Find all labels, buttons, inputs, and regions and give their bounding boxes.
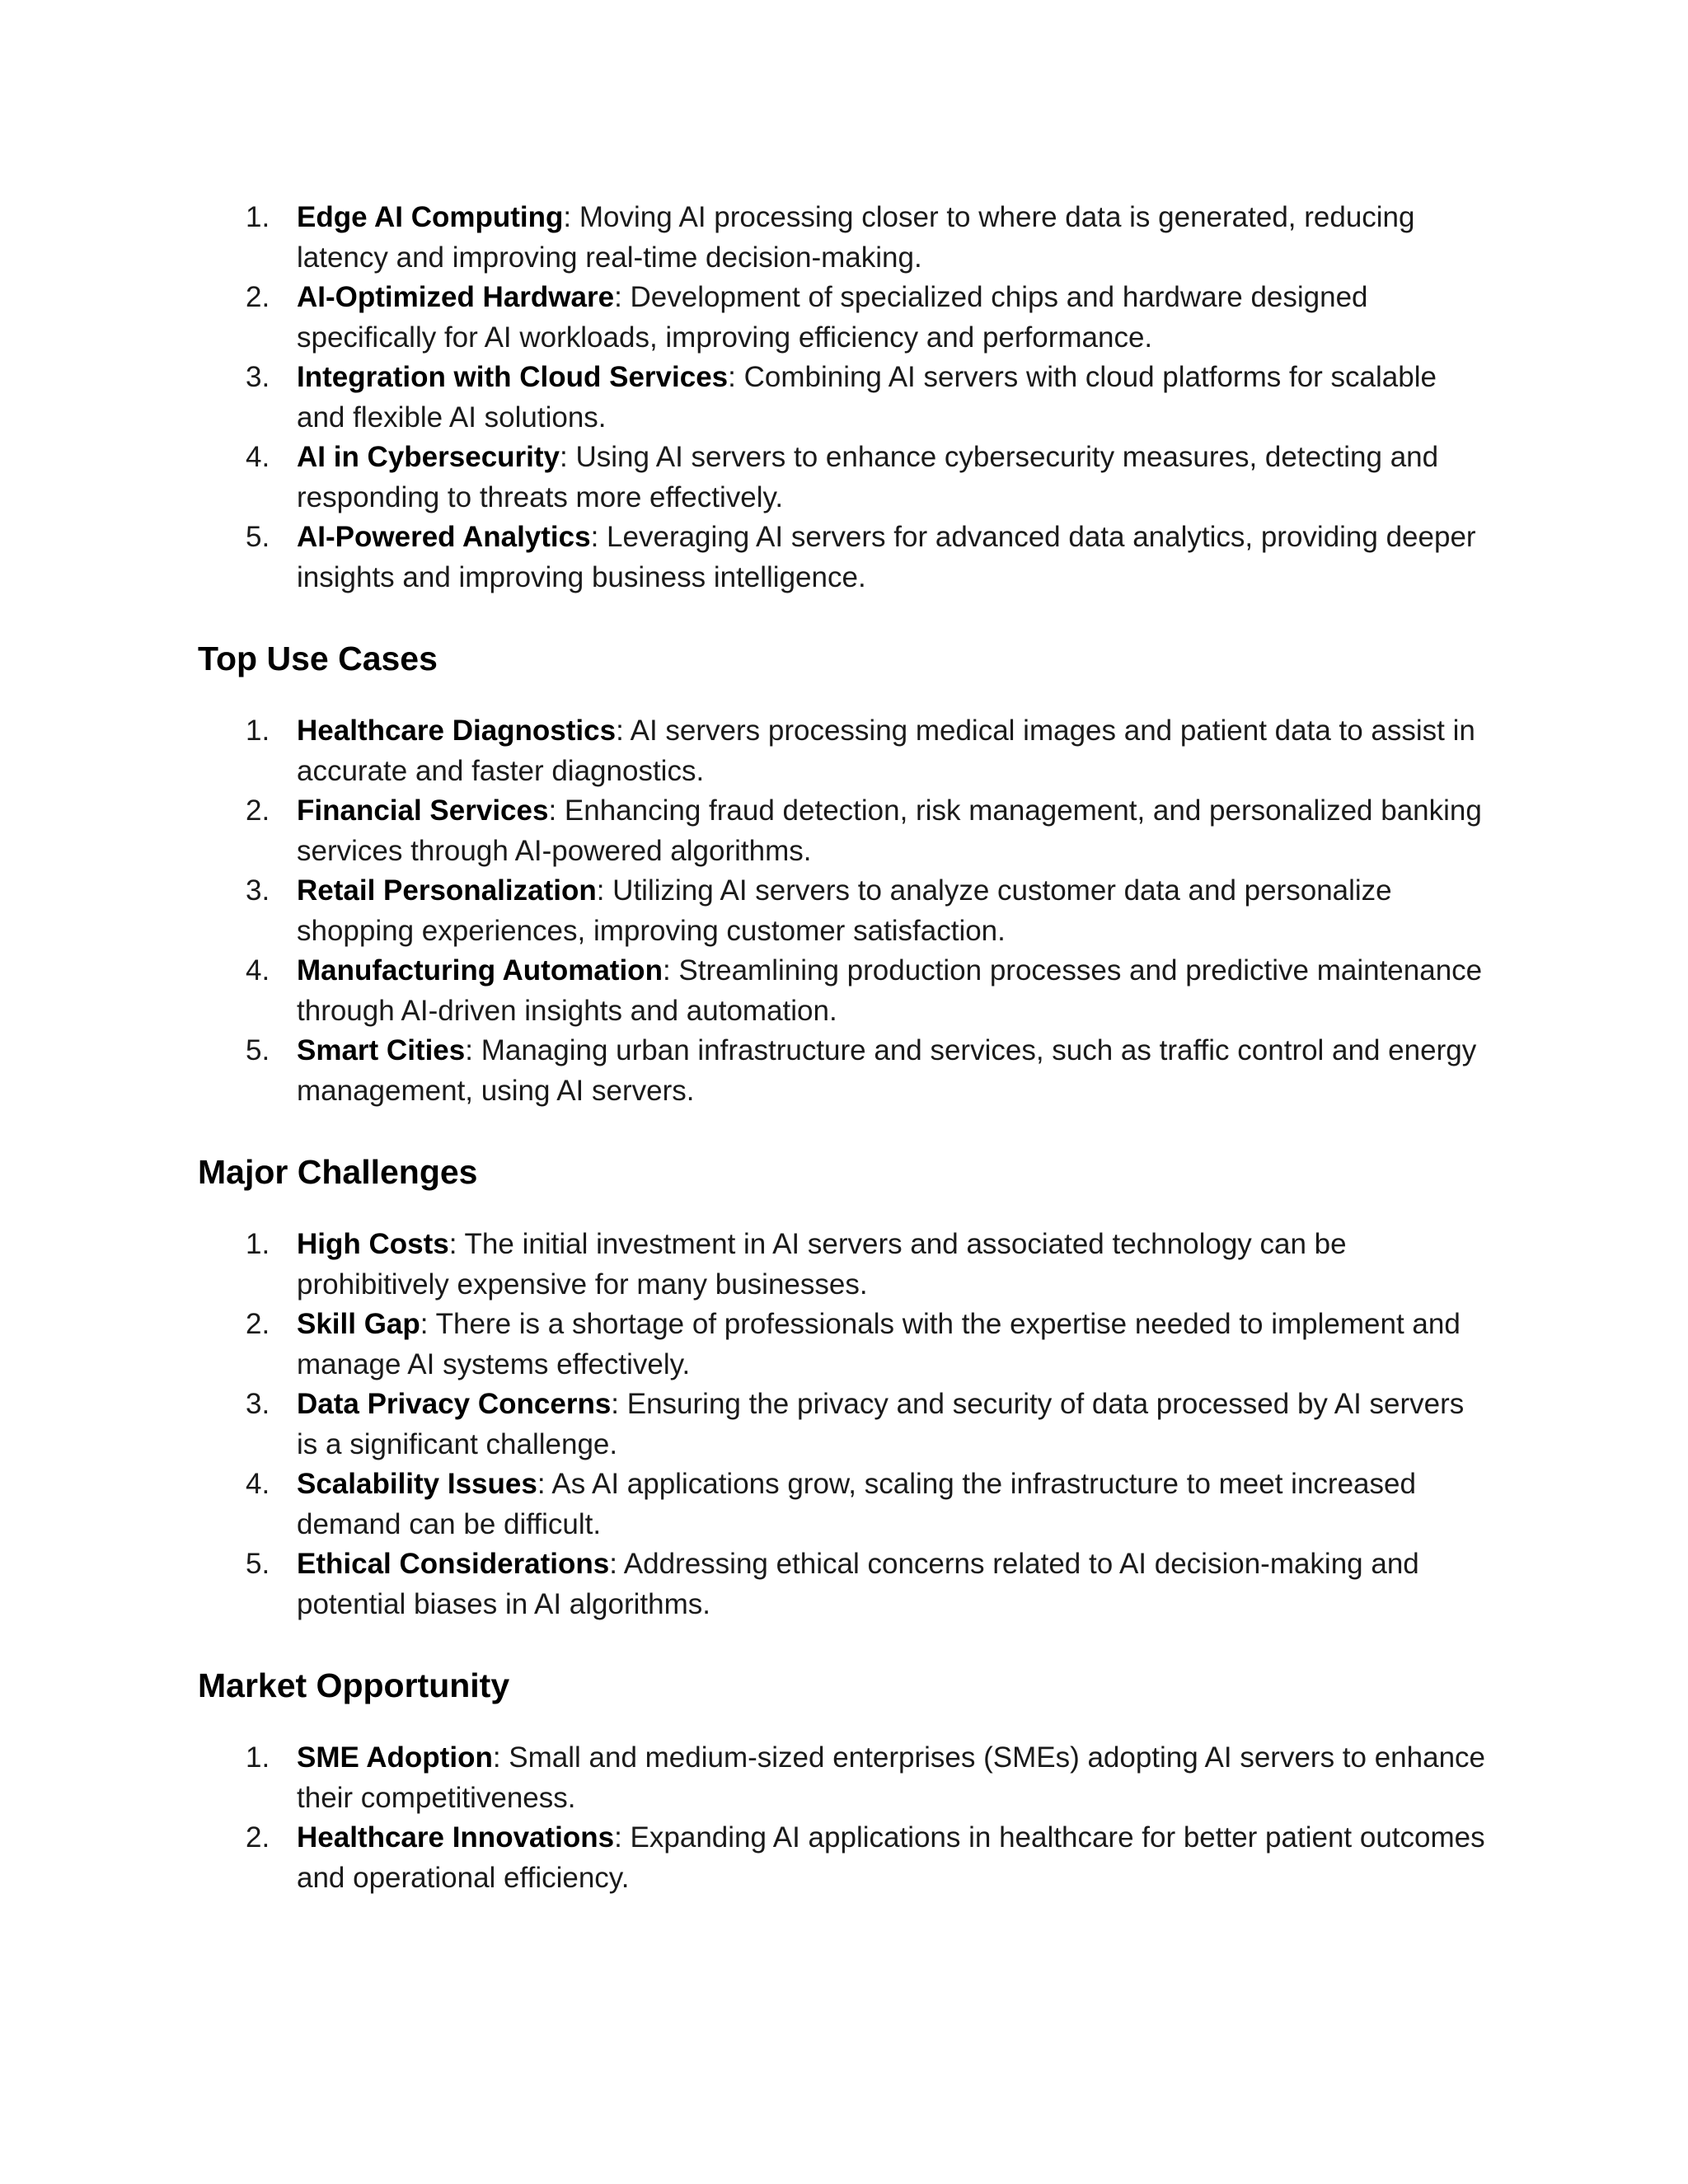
list-item-number: 3. [246, 874, 270, 907]
list-item-number: 1. [246, 715, 270, 747]
list-item-description: : As AI applications grow, scaling the infrastructure to meet increased demand can be difficult. [297, 1468, 1416, 1540]
list-item-description: : Ensuring the privacy and security of data processed by AI servers is a significant challenge. [297, 1388, 1465, 1460]
trends-section [198, 198, 1490, 598]
list-item [198, 871, 1490, 951]
list-item-term: AI-Powered Analytics [297, 521, 591, 553]
list-item [198, 1225, 1490, 1305]
list-item [198, 711, 1490, 791]
list-item [198, 1385, 1490, 1465]
list-item-description: : Utilizing AI servers to analyze customer data and personalize shopping experiences, improving customer satisfaction. [297, 874, 1392, 947]
challenges-list [198, 1225, 1490, 1624]
list-item-term: Scalability Issues [297, 1468, 537, 1500]
list-item-number: 1. [246, 1741, 270, 1774]
list-item-term: Edge AI Computing [297, 201, 564, 233]
list-item-description: : Streamlining production processes and predictive maintenance through AI-driven insights and automation. [297, 954, 1483, 1027]
list-item-term: Integration with Cloud Services [297, 361, 729, 393]
list-item-description: : The initial investment in AI servers and associated technology can be prohibitively expensive for many businesses. [297, 1228, 1347, 1301]
list-item-number: 4. [246, 1468, 270, 1500]
list-item-term: Smart Cities [297, 1034, 466, 1066]
list-item [198, 791, 1490, 871]
list-item-number: 5. [246, 1548, 270, 1580]
list-item-description: : Expanding AI applications in healthcare for better patient outcomes and operational efficiency. [297, 1821, 1485, 1894]
section-heading: Top Use Cases [198, 640, 438, 677]
list-item-description: : Addressing ethical concerns related to AI decision-making and potential biases in AI algorithms. [297, 1548, 1419, 1620]
list-item-description: : Enhancing fraud detection, risk management, and personalized banking services through AI-powered algorithms. [297, 794, 1482, 867]
list-item-number: 2. [246, 1308, 270, 1340]
section-heading: Market Opportunity [198, 1666, 510, 1704]
list-item-term: SME Adoption [297, 1741, 493, 1774]
list-item-number: 4. [246, 441, 270, 473]
section-heading: Major Challenges [198, 1153, 478, 1191]
list-item [198, 358, 1490, 438]
list-item-description: : Development of specialized chips and hardware designed specifically for AI workloads, improving efficiency and performance. [297, 281, 1368, 354]
list-item-description: : Moving AI processing closer to where data is generated, reducing latency and improving real-time decision-making. [297, 201, 1415, 274]
list-item-description: : There is a shortage of professionals with the expertise needed to implement and manage AI systems effectively. [297, 1308, 1461, 1380]
list-item-number: 3. [246, 1388, 270, 1420]
use-cases-section [198, 639, 1490, 1111]
challenges-section [198, 1152, 1490, 1624]
list-item-description: : AI servers processing medical images and patient data to assist in accurate and faster diagnostics. [297, 715, 1475, 787]
list-item-number: 5. [246, 1034, 270, 1066]
list-item [198, 1465, 1490, 1544]
list-item-term: Manufacturing Automation [297, 954, 663, 987]
list-item [198, 278, 1490, 358]
list-item-number: 2. [246, 794, 270, 827]
list-item-term: AI in Cybersecurity [297, 441, 560, 473]
list-item [198, 198, 1490, 278]
list-item-number: 3. [246, 361, 270, 393]
list-item [198, 951, 1490, 1031]
list-item-description: : Small and medium-sized enterprises (SMEs) adopting AI servers to enhance their competitiveness. [297, 1741, 1485, 1814]
list-item-description: : Combining AI servers with cloud platforms for scalable and flexible AI solutions. [297, 361, 1437, 434]
list-item [198, 1305, 1490, 1385]
list-item-term: Ethical Considerations [297, 1548, 610, 1580]
list-item-number: 1. [246, 1228, 270, 1260]
list-item-description: : Managing urban infrastructure and services, such as traffic control and energy management, using AI servers. [297, 1034, 1477, 1107]
list-item-term: Healthcare Innovations [297, 1821, 615, 1854]
list-item-term: Financial Services [297, 794, 549, 827]
list-item [198, 438, 1490, 518]
trends-list [198, 198, 1490, 598]
list-item [198, 1031, 1490, 1111]
use-cases-list [198, 711, 1490, 1111]
list-item-term: AI-Optimized Hardware [297, 281, 615, 313]
list-item-number: 2. [246, 281, 270, 313]
list-item [198, 518, 1490, 598]
list-item-description: : Leveraging AI servers for advanced data analytics, providing deeper insights and improving business intelligence. [297, 521, 1476, 593]
list-item-number: 4. [246, 954, 270, 987]
list-item [198, 1818, 1490, 1898]
opportunity-section [198, 1666, 1490, 1898]
list-item [198, 1738, 1490, 1818]
list-item-description: : Using AI servers to enhance cybersecurity measures, detecting and responding to threats more effectively. [297, 441, 1439, 513]
list-item-term: Retail Personalization [297, 874, 597, 907]
list-item-number: 2. [246, 1821, 270, 1854]
list-item [198, 1544, 1490, 1624]
list-item-number: 5. [246, 521, 270, 553]
list-item-term: High Costs [297, 1228, 449, 1260]
list-item-term: Skill Gap [297, 1308, 420, 1340]
list-item-term: Data Privacy Concerns [297, 1388, 612, 1420]
list-item-number: 1. [246, 201, 270, 233]
list-item-term: Healthcare Diagnostics [297, 715, 617, 747]
opportunity-list [198, 1738, 1490, 1898]
